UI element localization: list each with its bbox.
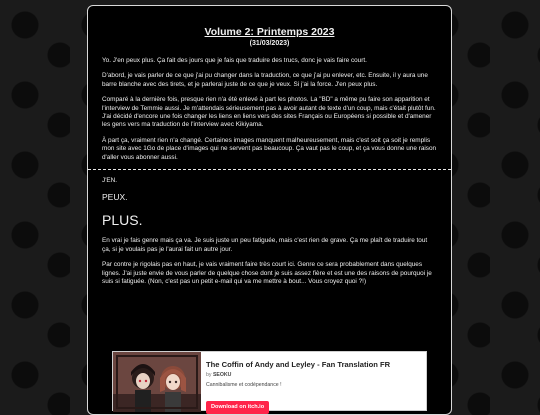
post-date: (31/03/2023): [249, 40, 290, 47]
paragraph-plan: D'abord, je vais parler de ce que j'ai pu changer dans la traduction, ce que j'ai pu enlever, etc. Ensuite, il y aura une barre blanche avec des tirets, et je parlerai juste de ce que je veux. Si j'ai la force. J'en peux plus.: [102, 72, 428, 88]
shout-line-1: J'EN.: [102, 177, 118, 185]
paragraph-changes: Comparé à la dernière fois, presque rien n'a été enlevé à part les photos. La "BD" a même pu faire son apparition et l'interview de Temmie aussi. Je m'attendais sérieusement pas à avoir autant de texte d'un coup, mais c'était plutôt fun. J'ai décidé d'encore une fois changer les liens en liens vers des sites Français ou Européens si possible et d'amener les gens vers ma traduction de l'interview avec Kikiyama.: [102, 96, 436, 129]
game-cover-image[interactable]: [113, 352, 201, 412]
paragraph-tired: En vrai je fais genre mais ça va. Je suis juste un peu fatiguée, mais c'est rien de grave. Ça me plaît de traduire tout ça, si je voulais pas je l'aurai fait un autre jour.: [102, 237, 428, 253]
embed-game-title[interactable]: The Coffin of Andy and Leyley - Fan Translation FR: [206, 360, 391, 369]
itch-embed-card[interactable]: [112, 351, 427, 411]
post-title: Volume 2: Printemps 2023: [204, 26, 335, 38]
paragraph-intro: Yo. J'en peux plus. Ça fait des jours que je fais que traduire des trucs, donc je vais faire court.: [102, 57, 367, 64]
dashed-divider: [88, 169, 451, 170]
paragraph-images: À part ça, vraiment rien n'a changé. Certaines images manquent malheureusement, mais c'est soit ça soit je remplis mon site avec 1Go de place d'images qui ne servent pas beaucoup. Ça vaut pas le coup, et ça vous donne une raison d'aller vous abonner aussi.: [102, 136, 437, 161]
embed-by-prefix: by: [206, 372, 212, 378]
paragraph-proud: Par contre je rigolais pas en haut, je vais vraiment faire très court ici. Genre ce sera probablement dans quelques lignes. J'ai juste envie de vous parler de quelque chose dont je suis assez fière et est une des raisons de pourquoi je suis si fatiguée. (Non, c'est pas un petit e-mail qui va me mettre à bout... Vous croyez quoi ?!): [102, 261, 432, 286]
embed-author-line: [206, 372, 420, 379]
download-button[interactable]: Download on itch.io: [206, 401, 269, 414]
shout-line-3: PLUS.: [102, 212, 143, 229]
shout-line-2: PEUX.: [102, 192, 128, 203]
embed-info: [206, 360, 420, 414]
embed-author-link[interactable]: SEOKU: [212, 372, 232, 378]
post-content: [88, 6, 451, 287]
embed-description: Cannibalisme et codépendance !: [206, 382, 282, 388]
